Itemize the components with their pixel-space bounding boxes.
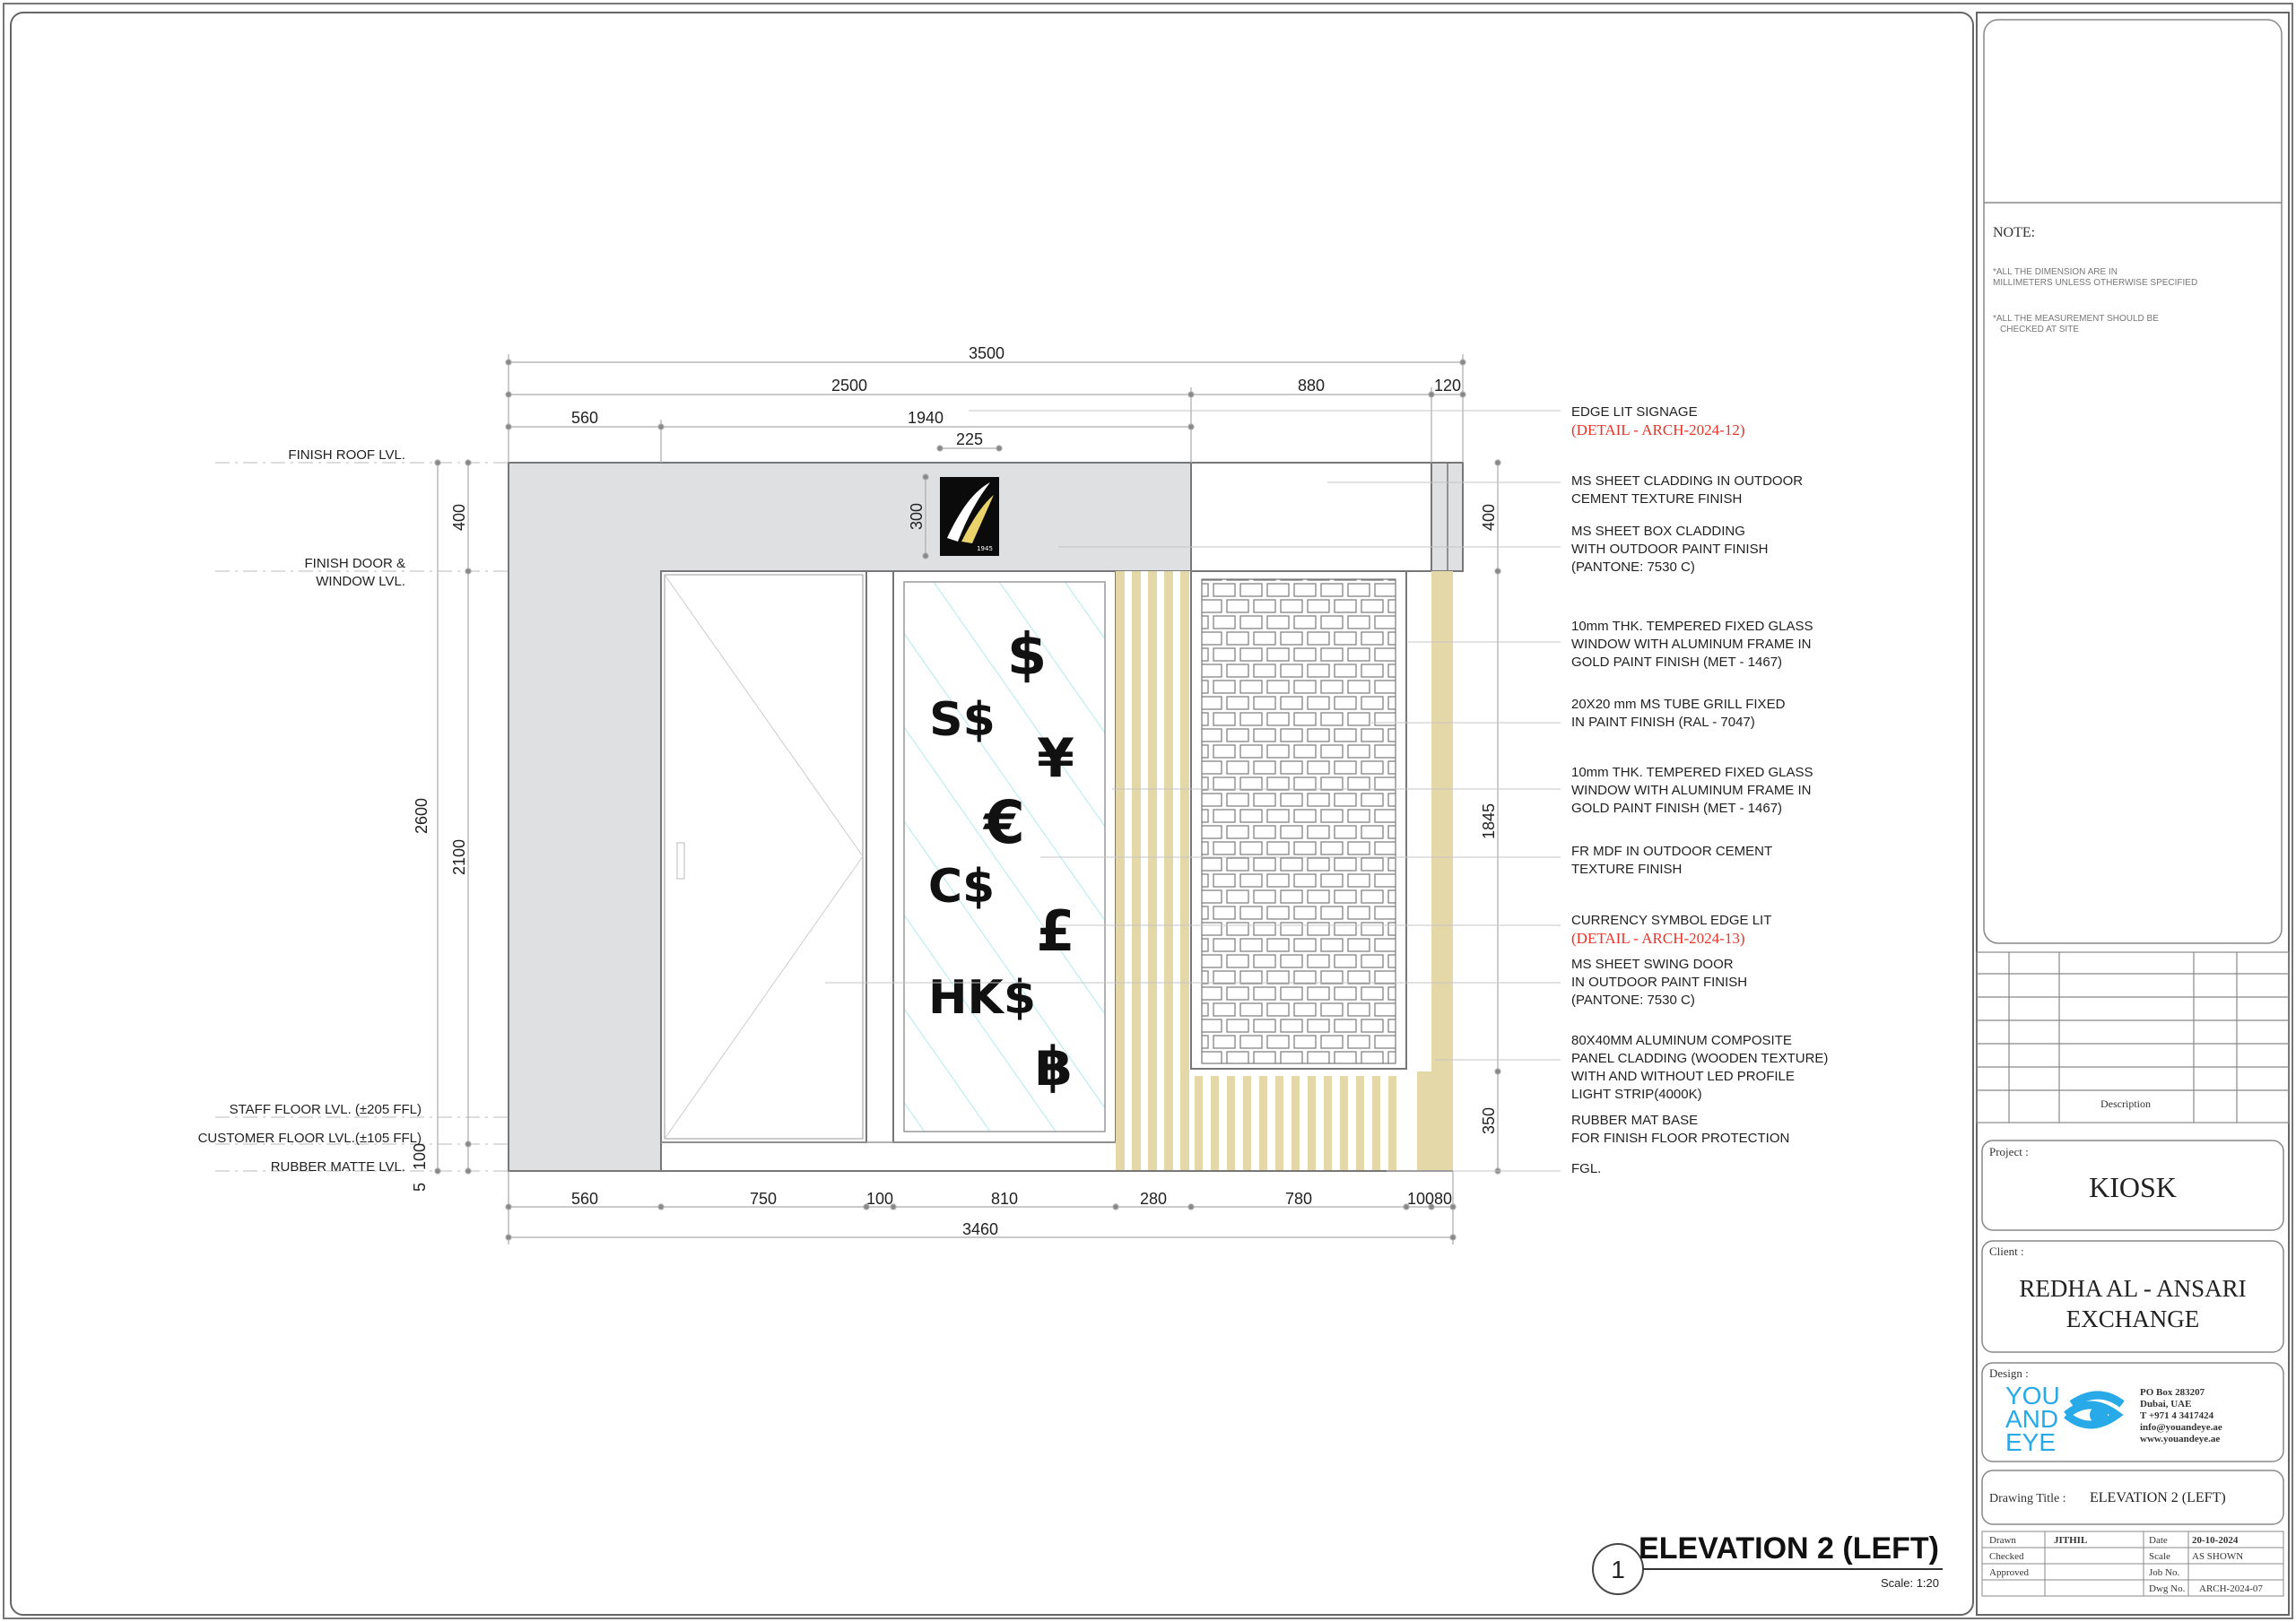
level-staff: STAFF FLOOR LVL. (±205 FFL) xyxy=(229,1102,422,1117)
note-mdf-1: FR MDF IN OUTDOOR CEMENT xyxy=(1571,844,1773,859)
note-rubber-2: FOR FINISH FLOOR PROTECTION xyxy=(1571,1131,1790,1146)
project-name: KIOSK xyxy=(2089,1171,2177,1203)
dim-top-560: 560 xyxy=(570,409,599,427)
note-glass1-1: 10mm THK. TEMPERED FIXED GLASS xyxy=(1571,619,1813,634)
level-rubber: RUBBER MATTE LVL. xyxy=(270,1159,405,1175)
revision-description: Description xyxy=(2100,1097,2151,1110)
note1-line1: *ALL THE DIMENSION ARE IN xyxy=(1993,267,2118,277)
dim-v-350: 350 xyxy=(1480,1106,1498,1135)
level-door-line2: WINDOW LVL. xyxy=(316,574,405,589)
note-door-1: MS SHEET SWING DOOR xyxy=(1571,957,1734,972)
logo-you: YOU xyxy=(2005,1382,2060,1409)
currency-sgd: S$ xyxy=(929,693,996,747)
note-glass1-2: WINDOW WITH ALUMINUM FRAME IN xyxy=(1571,637,1812,652)
note-glass2-1: 10mm THK. TEMPERED FIXED GLASS xyxy=(1571,765,1813,780)
drawing-title-label: Drawing Title : xyxy=(1989,1492,2066,1505)
note-signage: EDGE LIT SIGNAGE xyxy=(1571,404,1698,420)
dim-bot-810: 810 xyxy=(990,1190,1019,1208)
note-box-3: (PANTONE: 7530 C) xyxy=(1571,559,1695,575)
note-currency: CURRENCY SYMBOL EDGE LIT xyxy=(1571,913,1772,928)
jobno-label: Job No. xyxy=(2149,1567,2180,1578)
dim-bot-total: 3460 xyxy=(961,1220,999,1238)
currency-euro: € xyxy=(984,788,1025,857)
dim-top-880: 880 xyxy=(1297,377,1326,395)
level-door-line1: FINISH DOOR & xyxy=(304,556,405,571)
dim-v-1845: 1845 xyxy=(1480,802,1498,840)
address-2: Dubai, UAE xyxy=(2140,1399,2192,1409)
client-name-line2: EXCHANGE xyxy=(2066,1305,2200,1332)
drawn-label: Drawn xyxy=(1989,1535,2016,1546)
note-mdf-2: TEXTURE FINISH xyxy=(1571,862,1683,877)
logo-and: AND xyxy=(2005,1405,2059,1433)
note-door-3: (PANTONE: 7530 C) xyxy=(1571,993,1695,1008)
note-box-2: WITH OUTDOOR PAINT FINISH xyxy=(1571,542,1769,557)
address-1: PO Box 283207 xyxy=(2140,1387,2205,1398)
client-label: Client : xyxy=(1989,1245,2024,1258)
note-acp-1: 80X40MM ALUMINUM COMPOSITE xyxy=(1571,1033,1792,1048)
note-grill-1: 20X20 mm MS TUBE GRILL FIXED xyxy=(1571,697,1786,712)
design-label: Design : xyxy=(1989,1366,2029,1380)
note1-line2: MILLIMETERS UNLESS OTHERWISE SPECIFIED xyxy=(1993,278,2198,288)
note-fgl: FGL. xyxy=(1571,1161,1602,1176)
currency-dollar: $ xyxy=(1006,622,1048,689)
dim-bot-560: 560 xyxy=(570,1190,599,1208)
signage-logo-year: 1945 xyxy=(977,545,993,552)
scale-value: AS SHOWN xyxy=(2192,1551,2244,1562)
note-currency-detail: (DETAIL - ARCH-2024-13) xyxy=(1571,930,1745,947)
dim-v-400-left: 400 xyxy=(450,503,468,532)
note-signage-detail: (DETAIL - ARCH-2024-12) xyxy=(1571,421,1745,438)
logo-eye: EYE xyxy=(2005,1428,2057,1456)
note-cladding-1: MS SHEET CLADDING IN OUTDOOR xyxy=(1571,473,1804,489)
level-customer: CUSTOMER FLOOR LVL.(±105 FFL) xyxy=(197,1131,422,1146)
note-glass1-3: GOLD PAINT FINISH (MET - 1467) xyxy=(1571,655,1783,670)
note-rubber-1: RUBBER MAT BASE xyxy=(1571,1113,1699,1128)
dim-v-2600: 2600 xyxy=(413,797,430,835)
dim-bot-780: 780 xyxy=(1284,1190,1313,1208)
dim-top-120: 120 xyxy=(1433,377,1462,395)
dim-v-2100: 2100 xyxy=(450,838,468,876)
client-name-line1: REDHA AL - ANSARI xyxy=(2019,1275,2247,1302)
dim-top-total: 3500 xyxy=(968,344,1005,362)
dim-bot-280: 280 xyxy=(1139,1190,1168,1208)
dim-v-400-right: 400 xyxy=(1480,503,1498,532)
note-acp-3: WITH AND WITHOUT LED PROFILE xyxy=(1571,1069,1795,1084)
currency-baht: ฿ xyxy=(1035,1036,1073,1098)
note-glass2-2: WINDOW WITH ALUMINUM FRAME IN xyxy=(1571,783,1812,798)
approved-label: Approved xyxy=(1989,1567,2029,1578)
currency-cad: C$ xyxy=(927,860,996,914)
dim-v-300: 300 xyxy=(908,502,926,531)
note-cladding-2: CEMENT TEXTURE FINISH xyxy=(1571,491,1743,507)
date-label: Date xyxy=(2149,1535,2168,1546)
dwgno-value: ARCH-2024-07 xyxy=(2199,1583,2263,1594)
drawing-title-value: ELEVATION 2 (LEFT) xyxy=(2090,1490,2226,1505)
level-roof: FINISH ROOF LVL. xyxy=(288,447,405,463)
note-glass2-3: GOLD PAINT FINISH (MET - 1467) xyxy=(1571,801,1783,816)
note-box-1: MS SHEET BOX CLADDING xyxy=(1571,524,1745,539)
dim-v-100: 100 xyxy=(411,1142,429,1171)
address-4: info@youandeye.ae xyxy=(2140,1422,2222,1433)
view-number: 1 xyxy=(1611,1556,1625,1583)
dim-top-1940: 1940 xyxy=(907,409,944,427)
address-5: www.youandeye.ae xyxy=(2140,1434,2221,1444)
dim-bot-100: 100 xyxy=(865,1190,894,1208)
date-value: 20-10-2024 xyxy=(2192,1535,2239,1546)
dim-bot-750: 750 xyxy=(749,1190,778,1208)
currency-pound: £ xyxy=(1036,898,1075,964)
note2-line2: CHECKED AT SITE xyxy=(2000,325,2079,334)
view-scale: Scale: 1:20 xyxy=(1880,1576,1939,1590)
note2-line1: *ALL THE MEASUREMENT SHOULD BE xyxy=(1993,314,2159,324)
note-acp-4: LIGHT STRIP(4000K) xyxy=(1571,1087,1702,1102)
checked-label: Checked xyxy=(1989,1551,2024,1562)
currency-yen: ¥ xyxy=(1037,727,1074,790)
dim-v-5: 5 xyxy=(411,1182,429,1193)
address-3: T +971 4 3417424 xyxy=(2140,1410,2214,1421)
project-label: Project : xyxy=(1989,1145,2029,1158)
scale-label: Scale xyxy=(2149,1551,2170,1562)
note-heading: NOTE: xyxy=(1993,225,2036,240)
dim-top-225: 225 xyxy=(955,430,984,448)
dim-top-2500: 2500 xyxy=(831,377,868,395)
dim-bot-10080: 10080 xyxy=(1406,1190,1453,1208)
currency-hkd: HK$ xyxy=(928,971,1036,1025)
drawn-value: JITHIL xyxy=(2054,1535,2088,1546)
note-door-2: IN OUTDOOR PAINT FINISH xyxy=(1571,975,1748,990)
view-title: ELEVATION 2 (LEFT) xyxy=(1639,1531,1939,1566)
note-acp-2: PANEL CLADDING (WOODEN TEXTURE) xyxy=(1571,1051,1829,1066)
note-grill-2: IN PAINT FINISH (RAL - 7047) xyxy=(1571,715,1755,730)
dwgno-label: Dwg No. xyxy=(2149,1583,2186,1594)
